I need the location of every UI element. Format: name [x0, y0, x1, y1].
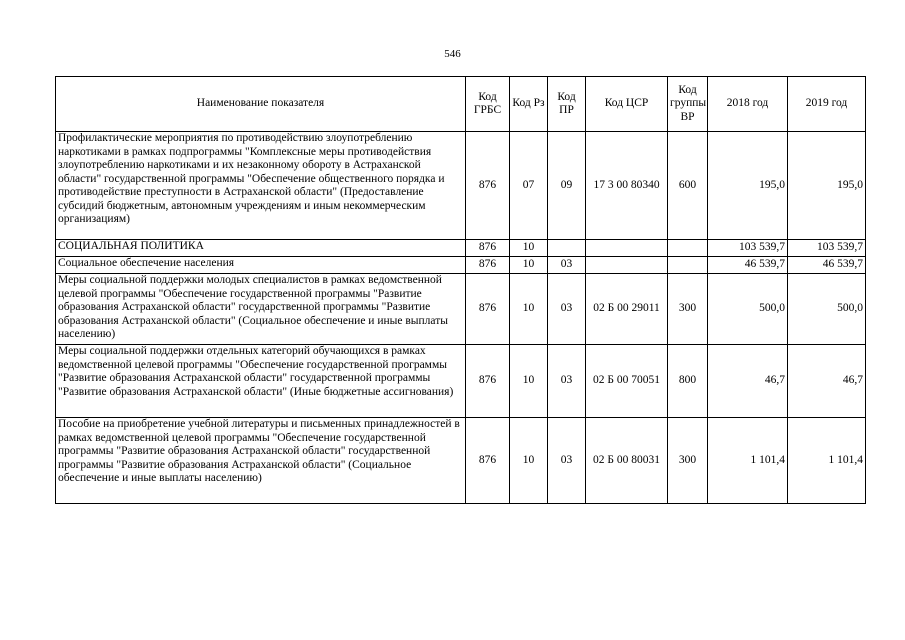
row-vr: 300 [668, 418, 708, 504]
table-header-row [56, 77, 866, 132]
page-number: 546 [444, 48, 461, 60]
row-2019: 46,7 [788, 345, 866, 418]
row-rz: 07 [510, 132, 548, 240]
header-rz: Код Рз [510, 77, 548, 132]
row-2019: 46 539,7 [788, 257, 866, 274]
table-row [56, 257, 866, 274]
row-name: Профилактические мероприятия по противодействию злоупотреблению наркотиками в рамках подпрограммы "Комплексные меры противодействия злоупотреблению наркотиками и их незаконному обороту в Астраханской области" государственной программы "Обеспечение общественного порядка и противодействие преступности в Астраханской области" (Предоставление субсидий бюджетным, автономным учреждениям и иным некоммерческим организациям) [56, 132, 466, 240]
row-2019: 1 101,4 [788, 418, 866, 504]
row-grbs: 876 [466, 274, 510, 345]
row-2018: 1 101,4 [708, 418, 788, 504]
row-pr: 03 [548, 257, 586, 274]
row-name: Пособие на приобретение учебной литературы и письменных принадлежностей в рамках ведомственной целевой программы "Обеспечение государственной программы "Развитие образования Астраханской области" государственной программы "Развитие образования Астраханской области" (Социальное обеспечение и иные выплаты населению) [56, 418, 466, 504]
row-rz: 10 [510, 418, 548, 504]
row-vr [668, 240, 708, 257]
row-rz: 10 [510, 345, 548, 418]
row-pr: 03 [548, 274, 586, 345]
table-row [56, 240, 866, 257]
row-grbs: 876 [466, 418, 510, 504]
row-pr [548, 240, 586, 257]
row-grbs: 876 [466, 240, 510, 257]
row-2018: 46,7 [708, 345, 788, 418]
row-pr: 09 [548, 132, 586, 240]
row-vr: 800 [668, 345, 708, 418]
table-row [56, 274, 866, 345]
row-vr: 300 [668, 274, 708, 345]
row-2019: 500,0 [788, 274, 866, 345]
row-grbs: 876 [466, 345, 510, 418]
row-2019: 103 539,7 [788, 240, 866, 257]
row-pr: 03 [548, 418, 586, 504]
row-2018: 500,0 [708, 274, 788, 345]
row-csr: 02 Б 00 29011 [586, 274, 668, 345]
header-grbs: Код ГРБС [466, 77, 510, 132]
table-row [56, 418, 866, 504]
header-vr: Код группы ВР [668, 77, 708, 132]
budget-table [55, 76, 866, 504]
row-name: Меры социальной поддержки молодых специалистов в рамках ведомственной целевой программы "Обеспечение государственной программы "Развитие образования Астраханской области" государственной программы "Развитие образования Астраханской области" (Социальное обеспечение и иные выплаты населению) [56, 274, 466, 345]
row-pr: 03 [548, 345, 586, 418]
row-vr: 600 [668, 132, 708, 240]
row-name: СОЦИАЛЬНАЯ ПОЛИТИКА [56, 240, 466, 257]
row-vr [668, 257, 708, 274]
row-grbs: 876 [466, 257, 510, 274]
header-2019: 2019 год [788, 77, 866, 132]
row-csr [586, 257, 668, 274]
header-csr: Код ЦСР [586, 77, 668, 132]
row-rz: 10 [510, 274, 548, 345]
row-rz: 10 [510, 257, 548, 274]
header-2018: 2018 год [708, 77, 788, 132]
header-pr: Код ПР [548, 77, 586, 132]
row-2018: 46 539,7 [708, 257, 788, 274]
row-2018: 103 539,7 [708, 240, 788, 257]
row-rz: 10 [510, 240, 548, 257]
row-csr: 02 Б 00 80031 [586, 418, 668, 504]
row-csr: 02 Б 00 70051 [586, 345, 668, 418]
row-grbs: 876 [466, 132, 510, 240]
row-csr: 17 3 00 80340 [586, 132, 668, 240]
table-row [56, 132, 866, 240]
table-row [56, 345, 866, 418]
row-name: Социальное обеспечение населения [56, 257, 466, 274]
row-csr [586, 240, 668, 257]
row-name: Меры социальной поддержки отдельных категорий обучающихся в рамках ведомственной целевой программы "Обеспечение государственной программы "Развитие образования Астраханской области" государственной программы "Развитие образования Астраханской области" (Иные бюджетные ассигнования) [56, 345, 466, 418]
header-name: Наименование показателя [56, 77, 466, 132]
row-2018: 195,0 [708, 132, 788, 240]
row-2019: 195,0 [788, 132, 866, 240]
